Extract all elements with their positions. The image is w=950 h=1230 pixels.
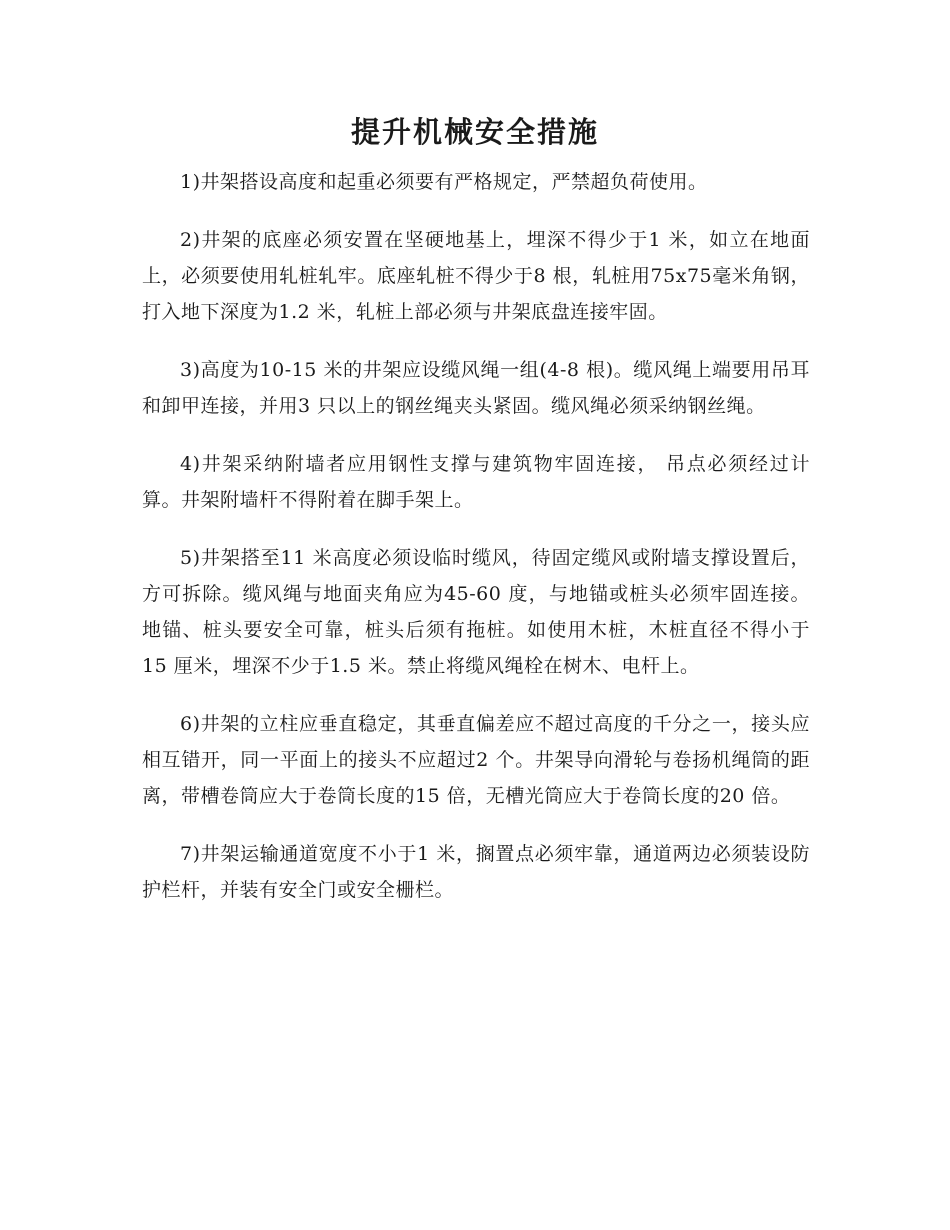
paragraph-4: 4)井架采纳附墙者应用钢性支撑与建筑物牢固连接， 吊点必须经过计算。井架附墙杆不得附着在脚手架上。 [142, 453, 810, 511]
paragraph-2: 2)井架的底座必须安置在坚硬地基上，埋深不得少于1 米，如立在地面上，必须要使用轧桩轧牢。底座轧桩不得少于8 根，轧桩用75x75毫米角钢，打入地下深度为1.2 米，轧桩上部必须与井架底盘连接牢固。 [142, 229, 810, 323]
page-title: 提升机械安全措施 [350, 115, 599, 149]
paragraph-6: 6)井架的立柱应垂直稳定，其垂直偏差应不超过高度的千分之一，接头应相互错开，同一平面上的接头不应超过2 个。井架导向滑轮与卷扬机绳筒的距离，带槽卷筒应大于卷筒长度的15 倍，无槽光筒应大于卷筒长度的20 倍。 [142, 713, 810, 807]
paragraph-3: 3)高度为10-15 米的井架应设缆风绳一组(4-8 根)。缆风绳上端要用吊耳和卸甲连接，并用3 只以上的钢丝绳夹头紧固。缆风绳必须采纳钢丝绳。 [142, 359, 810, 417]
paragraph-7: 7)井架运输通道宽度不小于1 米，搁置点必须牢靠，通道两边必须装设防护栏杆，并装有安全门或安全栅栏。 [142, 843, 810, 901]
paragraph-5: 5)井架搭至11 米高度必须设临时缆风，待固定缆风或附墙支撑设置后，方可拆除。缆风绳与地面夹角应为45-60 度，与地锚或桩头必须牢固连接。地锚、桩头要安全可靠，桩头后须有拖桩。如使用木桩，木桩直径不得小于15 厘米，埋深不少于1.5 米。禁止将缆风绳栓在树木、电杆上。 [142, 547, 810, 677]
document-body [142, 164, 810, 930]
paragraph-1: 1)井架搭设高度和起重必须要有严格规定，严禁超负荷使用。 [180, 171, 708, 193]
